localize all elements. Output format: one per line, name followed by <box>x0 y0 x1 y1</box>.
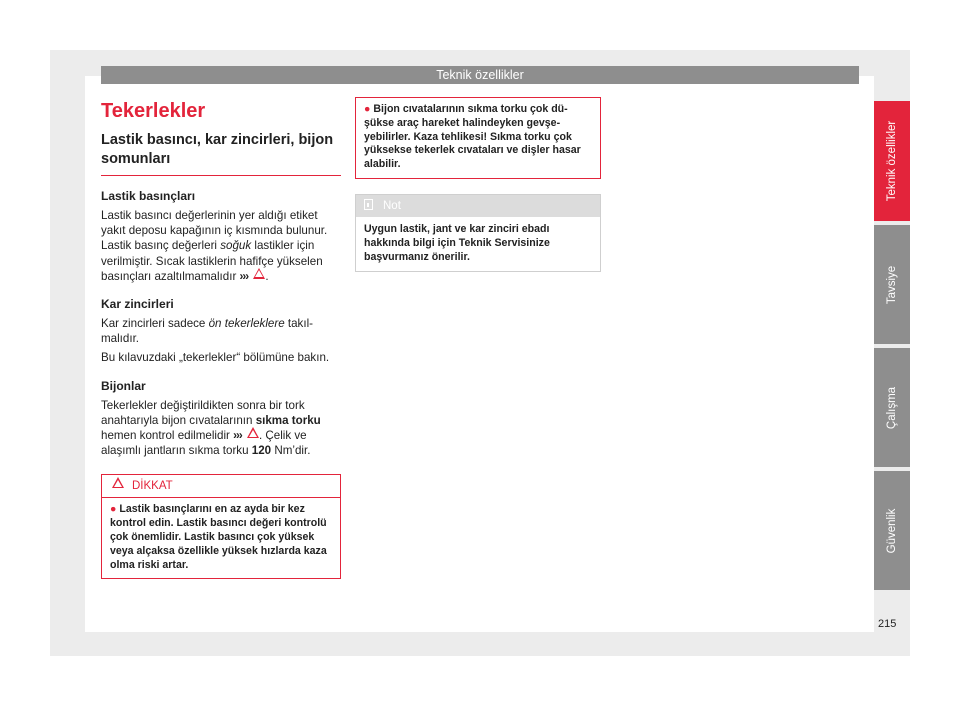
text-run-italic: ön tekerleklere <box>208 317 285 331</box>
text-run: hemen kontrol edilmelidir <box>101 429 234 443</box>
tab-label: Tavsiye <box>886 265 898 304</box>
text-run: . <box>265 269 269 283</box>
text-run-bold: sıkma torku <box>255 413 321 427</box>
bullet-icon: ● <box>364 103 371 115</box>
warning-triangle-icon <box>247 427 259 438</box>
cross-reference-arrows[interactable]: ››› <box>233 429 242 443</box>
tab-calisma[interactable] <box>874 348 910 467</box>
bullet-icon: ● <box>110 503 117 516</box>
info-note-icon <box>364 199 373 210</box>
paragraph-snow-chains-ref: Bu kılavuzdaki „tekerlekler“ bölümüne bakın. <box>101 351 330 365</box>
title-divider <box>101 175 341 176</box>
page-title: Tekerlekler <box>101 100 206 122</box>
note-label: Not <box>383 199 401 212</box>
warning-box <box>101 474 341 579</box>
note-box <box>355 194 601 272</box>
left-column <box>101 100 341 579</box>
tab-label: Güvenlik <box>886 508 898 553</box>
warning-text: Lastik basınçlarını en az ayda bir kez kontrol edin. Lastik basıncı değeri kontrolü çok önemlidir. Lastik basıncı çok yüksek veya alçaksa özellikle yüksek hızlarda kaza olma riski artar. <box>110 503 327 571</box>
text-run: Lastik basıncı değerlerinin yer aldığı etiket yakıt deposu kapağının iç kısmında bulunur. Lastik basınç değerleri <box>101 209 328 253</box>
warning-continuation-body <box>356 98 600 178</box>
note-text: Uygun lastik, jant ve kar zinciri ebadı hakkında bilgi için Teknik Servisinize başvurmanız önerilir. <box>364 222 550 263</box>
tab-guvenlik[interactable] <box>874 471 910 590</box>
note-box-header <box>356 195 600 217</box>
middle-column <box>355 97 601 272</box>
heading-wheel-bolts: Bijonlar <box>101 378 146 393</box>
text-run: Tekerlekler değiştirildikten sonra bir tork anahtarıyla bijon cıvatalarının <box>101 398 305 427</box>
text-run: takılmalıdır. <box>101 317 314 346</box>
warning-label: DİKKAT <box>132 480 173 493</box>
tab-tavsiye[interactable] <box>874 225 910 344</box>
text-run: . Çelik ve alaşımlı jantların sıkma torku <box>101 429 307 458</box>
text-run: Kar zincirleri sadece <box>101 317 209 331</box>
tab-label: Çalışma <box>886 386 898 429</box>
tab-label: Teknik özellikler <box>886 120 898 202</box>
text-run: lastikler için verilmiştir. Sıcak lastiklerin hafifçe yükselen basınçları azaltılmamalıdır <box>101 239 323 283</box>
cross-reference-arrows[interactable]: ››› <box>239 269 249 283</box>
warning-box-body <box>102 498 340 578</box>
section-subtitle: Lastik basıncı, kar zincirleri, bijon somunları <box>101 132 334 167</box>
warning-continuation-text: Bijon cıvatalarının sıkma torku çok düşükse araç hareket halindeyken gevşeyebilirler. Kaza tehlikesi! Sıkma torku çok yüksekse tekerlek cıvataları ve dişler hasar alabilir. <box>364 103 581 171</box>
warning-triangle-icon <box>112 477 124 488</box>
tab-teknik-ozellikler[interactable] <box>874 101 910 221</box>
text-run-bold: 120 <box>251 444 272 458</box>
paragraph-snow-chains <box>101 316 341 346</box>
warning-triangle-icon <box>253 268 265 279</box>
paragraph-tire-pressure <box>101 208 341 284</box>
warning-continuation-box <box>355 97 601 179</box>
warning-box-header <box>102 475 340 498</box>
page-number: 215 <box>878 618 897 630</box>
heading-snow-chains: Kar zincirleri <box>101 297 174 312</box>
text-run-italic: soğuk <box>220 239 252 253</box>
text-run: Nm’dir. <box>271 444 311 458</box>
paragraph-wheel-bolts <box>101 398 341 459</box>
chapter-header: Teknik özellikler <box>101 66 859 84</box>
heading-tire-pressure: Lastik basınçları <box>101 189 196 203</box>
